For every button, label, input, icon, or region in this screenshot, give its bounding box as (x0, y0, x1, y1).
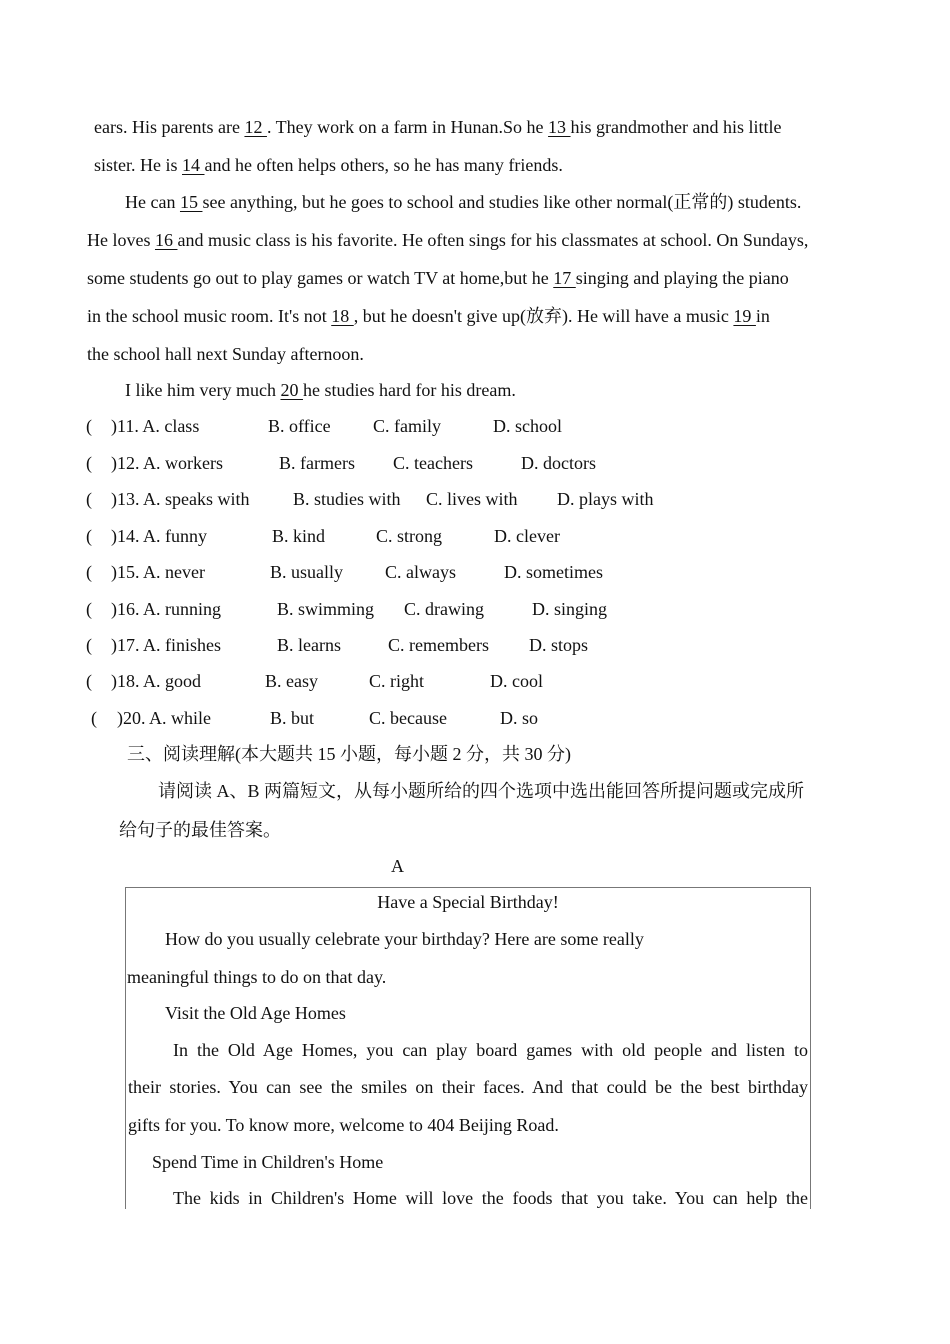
passage-line-1: ears. His parents are 12 . They work on a farm in Hunan.So he 13 his grandmother and his little (94, 117, 782, 137)
passage-line-7: the school hall next Sunday afternoon. (87, 344, 364, 364)
box-para-1-line-2: meaningful things to do on that day. (127, 967, 387, 987)
box-para-2-line-3: gifts for you. To know more, welcome to 404 Beijing Road. (128, 1115, 559, 1135)
answer-paren: ( (86, 635, 92, 655)
box-title: Have a Special Birthday! (377, 892, 559, 912)
option-b: B. but (270, 708, 315, 728)
answer-paren: ( (86, 489, 92, 509)
passage-line-6: in the school music room. It's not 18 , but he doesn't give up(放弃). He will have a music 19 in (87, 306, 770, 326)
option-c: C. remembers (388, 635, 489, 655)
box-heading-2: Spend Time in Children's Home (152, 1152, 384, 1172)
option-a: )16. A. running (111, 599, 221, 619)
option-a: )14. A. funny (111, 526, 207, 546)
box-heading-1: Visit the Old Age Homes (165, 1003, 346, 1023)
answer-paren: ( (86, 416, 92, 436)
passage-line-8: I like him very much 20 he studies hard for his dream. (125, 380, 516, 400)
blank-19: 19 (733, 306, 756, 326)
section-title: 三、阅读理解(本大题共 15 小题，每小题 2 分，共 30 分) (127, 744, 571, 764)
option-d: D. clever (494, 526, 560, 546)
option-a: )20. A. while (117, 708, 211, 728)
option-a: )12. A. workers (111, 453, 223, 473)
option-b: B. kind (272, 526, 326, 546)
option-b: B. learns (277, 635, 341, 655)
passage-line-2: sister. He is 14 and he often helps others, so he has many friends. (94, 155, 563, 175)
option-d: D. so (500, 708, 539, 728)
option-c: C. teachers (393, 453, 473, 473)
option-a: )17. A. finishes (111, 635, 221, 655)
answer-paren: ( (86, 599, 92, 619)
option-c: C. always (385, 562, 456, 582)
passage-label-a: A (391, 856, 404, 876)
option-a: )15. A. never (111, 562, 205, 582)
option-d: D. doctors (521, 453, 596, 473)
option-b: B. swimming (277, 599, 375, 619)
option-b: B. easy (265, 671, 318, 691)
option-b: B. office (268, 416, 331, 436)
option-d: D. sometimes (504, 562, 603, 582)
option-d: D. singing (532, 599, 608, 619)
blank-18: 18 (331, 306, 354, 326)
passage-line-3: He can 15 see anything, but he goes to school and studies like other normal(正常的) students. (125, 192, 802, 212)
option-b: B. farmers (279, 453, 355, 473)
blank-16: 16 (154, 230, 178, 250)
blank-15: 15 (179, 192, 203, 212)
option-d: D. cool (490, 671, 543, 691)
option-a: )13. A. speaks with (111, 489, 250, 509)
option-a: )11. A. class (111, 416, 200, 436)
box-para-3-line-1: The kids in Children's Home will love the foods that you take. You can help the (173, 1188, 808, 1208)
option-b: B. usually (270, 562, 344, 582)
answer-paren: ( (91, 708, 97, 728)
option-b: B. studies with (293, 489, 401, 509)
option-d: D. school (493, 416, 562, 436)
blank-20: 20 (280, 380, 303, 400)
answer-paren: ( (86, 671, 92, 691)
answer-paren: ( (86, 526, 92, 546)
option-c: C. because (369, 708, 447, 728)
blank-12: 12 (244, 117, 267, 137)
option-c: C. right (369, 671, 425, 691)
blank-17: 17 (553, 268, 576, 288)
answer-paren: ( (86, 562, 92, 582)
option-a: )18. A. good (111, 671, 201, 691)
passage-line-5: some students go out to play games or watch TV at home,but he 17 singing and playing the piano (87, 268, 789, 288)
box-para-1-line-1: How do you usually celebrate your birthday? Here are some really (165, 929, 644, 949)
option-c: C. lives with (426, 489, 518, 509)
option-c: C. drawing (404, 599, 484, 619)
section-instructions-1: 请阅读 A、B 两篇短文，从每小题所给的四个选项中选出能回答所提问题或完成所 (158, 781, 805, 801)
option-d: D. plays with (557, 489, 654, 509)
answer-paren: ( (86, 453, 92, 473)
blank-14: 14 (182, 155, 205, 175)
option-d: D. stops (529, 635, 589, 655)
section-instructions-2: 给句子的最佳答案。 (119, 820, 281, 840)
box-para-2-line-2: their stories. You can see the smiles on their faces. And that could be the best birthday (128, 1077, 808, 1097)
option-c: C. family (373, 416, 441, 436)
passage-line-4: He loves 16 and music class is his favorite. He often sings for his classmates at school. On Sundays, (87, 230, 809, 250)
box-para-2-line-1: In the Old Age Homes, you can play board games with old people and listen to (173, 1040, 808, 1060)
option-c: C. strong (376, 526, 443, 546)
blank-13: 13 (548, 117, 571, 137)
